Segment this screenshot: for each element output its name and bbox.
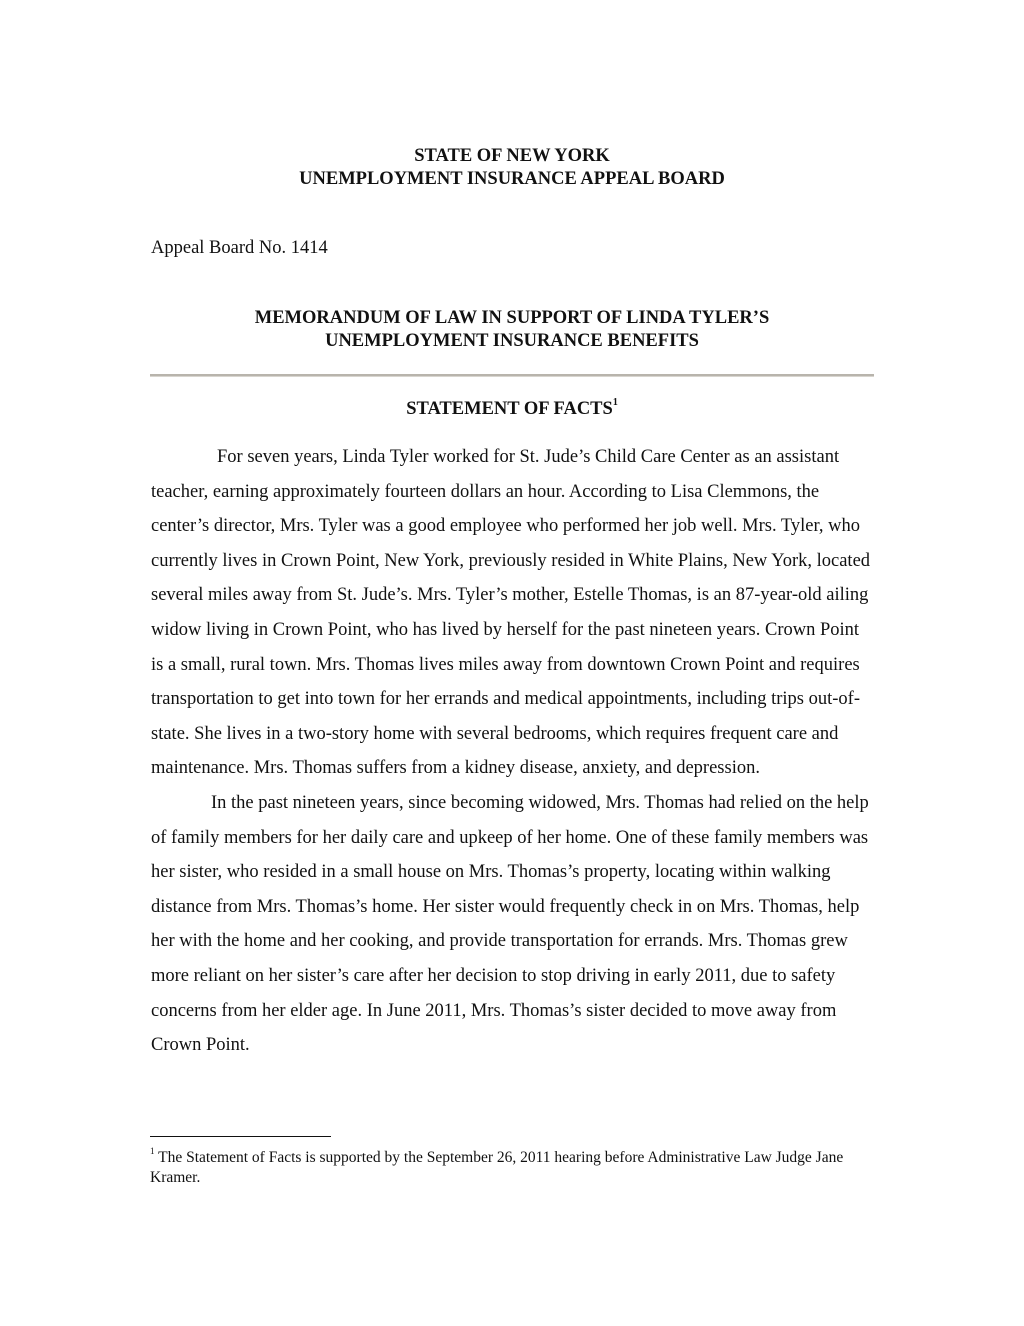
horizontal-rule [150,374,874,377]
footnote [150,1143,874,1188]
footnote-divider [150,1136,331,1137]
section-heading-text: STATEMENT OF FACTS [406,399,613,420]
header-state: STATE OF NEW YORK [414,146,610,166]
memorandum-title-line1: MEMORANDUM OF LAW IN SUPPORT OF LINDA TYLER’S [254,308,770,328]
appeal-board-number: Appeal Board No. 1414 [151,238,328,258]
footnote-mark: 1 [150,1146,155,1156]
footnote-reference: 1 [612,397,618,408]
paragraph: For seven years, Linda Tyler worked for St. Jude’s Child Care Center as an assistant teacher, earning approximately fourteen dollars an hour. According to Lisa Clemmons, the center’s director, Mrs. Tyler was a good employee who performed her job well. Mrs. Tyler, who currently lives in Crown Point, New York, previously resided in White Plains, New York, located several miles away from St. Jude’s. Mrs. Tyler’s mother, Estelle Thomas, is an 87-year-old ailing widow living in Crown Point, who has lived by herself for the past nineteen years. Crown Point is a small, rural town. Mrs. Thomas lives miles away from downtown Crown Point and requires transportation to get into town for her errands and medical appointments, including trips out-of-state. She lives in a two-story home with several bedrooms, which requires frequent care and maintenance. Mrs. Thomas suffers from a kidney disease, anxiety, and depression. [151,447,871,779]
header-board: UNEMPLOYMENT INSURANCE APPEAL BOARD [299,169,725,189]
body-text [151,440,875,1063]
document-header [150,145,874,191]
memorandum-title-line2: UNEMPLOYMENT INSURANCE BENEFITS [325,331,699,351]
footnote-text: The Statement of Facts is supported by the September 26, 2011 hearing before Administrative Law Judge Jane Kramer. [150,1149,844,1187]
section-heading [150,399,874,420]
memorandum-title [150,307,874,353]
paragraph: In the past nineteen years, since becoming widowed, Mrs. Thomas had relied on the help of family members for her daily care and upkeep of her home. One of these family members was her sister, who resided in a small house on Mrs. Thomas’s property, locating within walking distance from Mrs. Thomas’s home. Her sister would frequently check in on Mrs. Thomas, help her with the home and her cooking, and provide transportation for errands. Mrs. Thomas grew more reliant on her sister’s care after her decision to stop driving in early 2011, due to safety concerns from her elder age. In June 2011, Mrs. Thomas’s sister decided to move away from Crown Point. [151,792,869,1056]
